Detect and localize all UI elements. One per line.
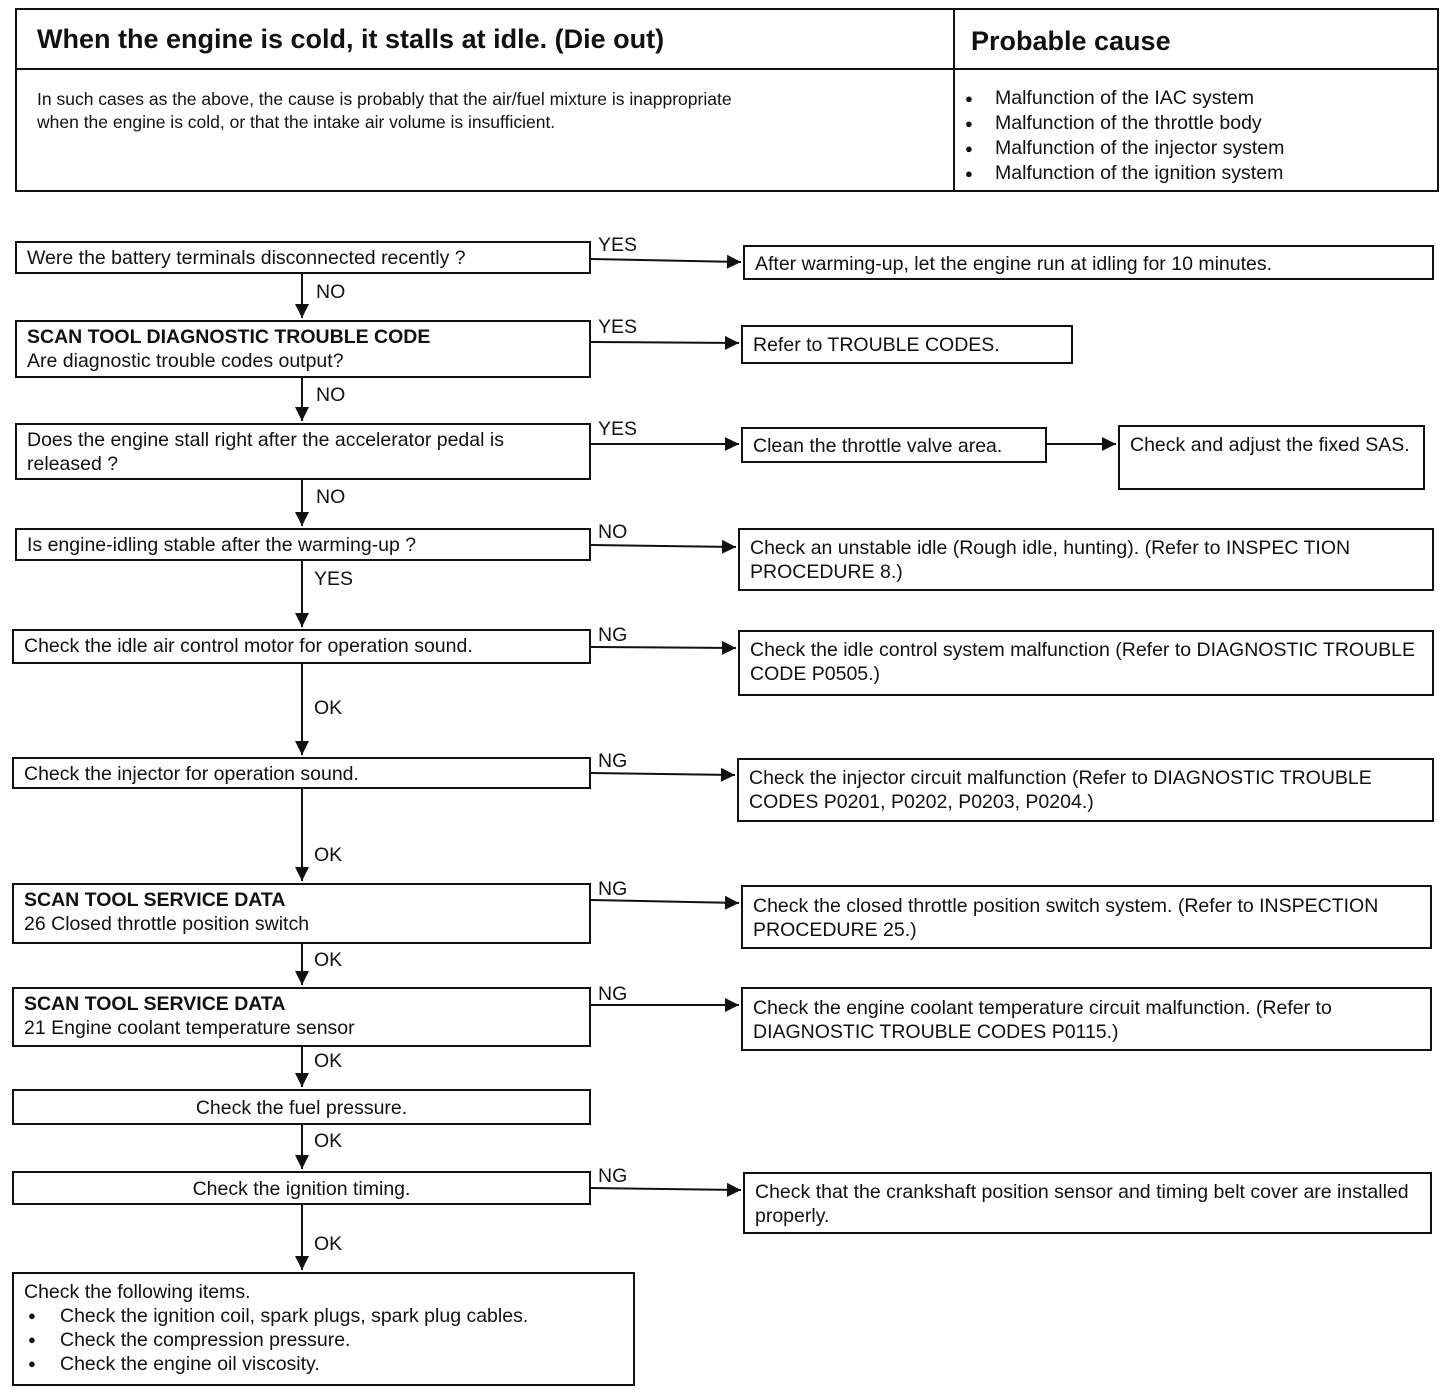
step-text: Check the idle air control motor for operation sound. xyxy=(24,635,473,657)
branch-label-ok: OK xyxy=(314,949,343,971)
branch-label-ok: OK xyxy=(314,1050,343,1072)
result-crankshaft-sensor xyxy=(743,1172,1432,1234)
step-fuel-pressure xyxy=(12,1089,591,1125)
step-text: Check the ignition timing. xyxy=(192,1178,411,1200)
step-text: Check the fuel pressure. xyxy=(195,1097,408,1119)
step-heading: SCAN TOOL SERVICE DATA xyxy=(24,889,286,911)
step-text: 21 Engine coolant temperature sensor xyxy=(24,1017,355,1039)
step-service-data-21 xyxy=(12,987,591,1047)
cause-item: ● Malfunction of the throttle body xyxy=(963,111,1284,136)
step-text: Were the battery terminals disconnected recently ? xyxy=(27,247,466,269)
branch-label-no: NO xyxy=(316,384,346,406)
cause-item: ● Malfunction of the ignition system xyxy=(963,161,1284,186)
result-text: Check an unstable idle (Rough idle, hunting). (Refer to INSPEC TION PROCEDURE 8.) xyxy=(750,537,1351,583)
result-closed-throttle-switch xyxy=(741,885,1432,949)
step-text: Is engine-idling stable after the warming-up ? xyxy=(27,534,417,556)
step-idle-stable xyxy=(15,528,591,561)
step-check-following-items xyxy=(12,1272,635,1386)
branch-label-no: NO xyxy=(598,521,628,543)
symptom-description: In such cases as the above, the cause is probably that the air/fuel mixture is inappropriate when the engine is cold, or that the intake air volume is insufficient. xyxy=(37,89,732,132)
branch-label-yes: YES xyxy=(598,418,638,440)
cause-item: ● Malfunction of the IAC system xyxy=(963,86,1284,111)
result-clean-throttle xyxy=(741,427,1047,463)
branch-label-ok: OK xyxy=(314,844,343,866)
branch-label-ok: OK xyxy=(314,1233,343,1255)
result-text: Check the injector circuit malfunction (Refer to DIAGNOSTIC TROUBLE CODES P0201, P0202, P0203, P0204.) xyxy=(749,767,1372,813)
step-ignition-timing xyxy=(12,1171,591,1205)
check-item-list xyxy=(24,1304,623,1376)
step-iac-motor-sound xyxy=(12,629,591,664)
result-text: Check the idle control system malfunction (Refer to DIAGNOSTIC TROUBLE CODE P0505.) xyxy=(750,639,1416,685)
branch-label-yes: YES xyxy=(598,316,638,338)
branch-label-ok: OK xyxy=(314,697,343,719)
result-text: Check the closed throttle position switch system. (Refer to INSPECTION PROCEDURE 25.) xyxy=(753,895,1379,941)
branch-label-ng: NG xyxy=(598,1165,628,1187)
branch-label-no: NO xyxy=(316,486,346,508)
probable-cause-title: Probable cause xyxy=(955,10,1437,70)
result-text: Check the engine coolant temperature circuit malfunction. (Refer to DIAGNOSTIC TROUBLE CODES P0115.) xyxy=(753,997,1332,1043)
result-text: Clean the throttle valve area. xyxy=(753,435,1003,457)
branch-label-ng: NG xyxy=(598,750,628,772)
result-text: Refer to TROUBLE CODES. xyxy=(753,334,1000,356)
result-idle-control-malfunction xyxy=(738,630,1434,696)
cause-item: ● Malfunction of the injector system xyxy=(963,136,1284,161)
result-refer-trouble-codes xyxy=(741,325,1073,364)
branch-label-ng: NG xyxy=(598,878,628,900)
step-injector-sound xyxy=(12,757,591,789)
result-text: Check and adjust the fixed SAS. xyxy=(1130,434,1410,456)
step-text: Does the engine stall right after the accelerator pedal is released ? xyxy=(27,429,504,475)
step-text: Are diagnostic trouble codes output? xyxy=(27,350,344,372)
step-text: Check the following items. xyxy=(24,1281,251,1303)
step-heading: SCAN TOOL DIAGNOSTIC TROUBLE CODE xyxy=(27,326,431,348)
symptom-title: When the engine is cold, it stalls at idle. (Die out) xyxy=(17,10,955,70)
step-text: 26 Closed throttle position switch xyxy=(24,913,310,935)
result-coolant-temp-circuit xyxy=(741,987,1432,1051)
result-adjust-sas xyxy=(1118,425,1425,490)
check-item: ● Check the ignition coil, spark plugs, spark plug cables. xyxy=(24,1304,623,1328)
branch-label-ok: OK xyxy=(314,1130,343,1152)
step-service-data-26 xyxy=(12,883,591,944)
result-unstable-idle xyxy=(738,528,1434,591)
branch-label-yes: YES xyxy=(314,568,354,590)
step-text: Check the injector for operation sound. xyxy=(24,763,359,785)
branch-label-ng: NG xyxy=(598,624,628,646)
step-stall-after-pedal-release xyxy=(15,423,591,480)
check-item: ● Check the compression pressure. xyxy=(24,1328,623,1352)
branch-label-yes: YES xyxy=(598,234,638,256)
result-injector-circuit xyxy=(737,758,1434,822)
check-item: ● Check the engine oil viscosity. xyxy=(24,1352,623,1376)
branch-label-ng: NG xyxy=(598,983,628,1005)
step-scan-tool-dtc xyxy=(15,320,591,378)
result-text: Check that the crankshaft position sensor and timing belt cover are installed properly. xyxy=(755,1181,1409,1227)
result-text: After warming-up, let the engine run at idling for 10 minutes. xyxy=(755,253,1273,275)
step-battery-disconnected xyxy=(15,241,591,274)
result-warm-up-idle xyxy=(743,245,1434,280)
branch-label-no: NO xyxy=(316,281,346,303)
step-heading: SCAN TOOL SERVICE DATA xyxy=(24,993,286,1015)
